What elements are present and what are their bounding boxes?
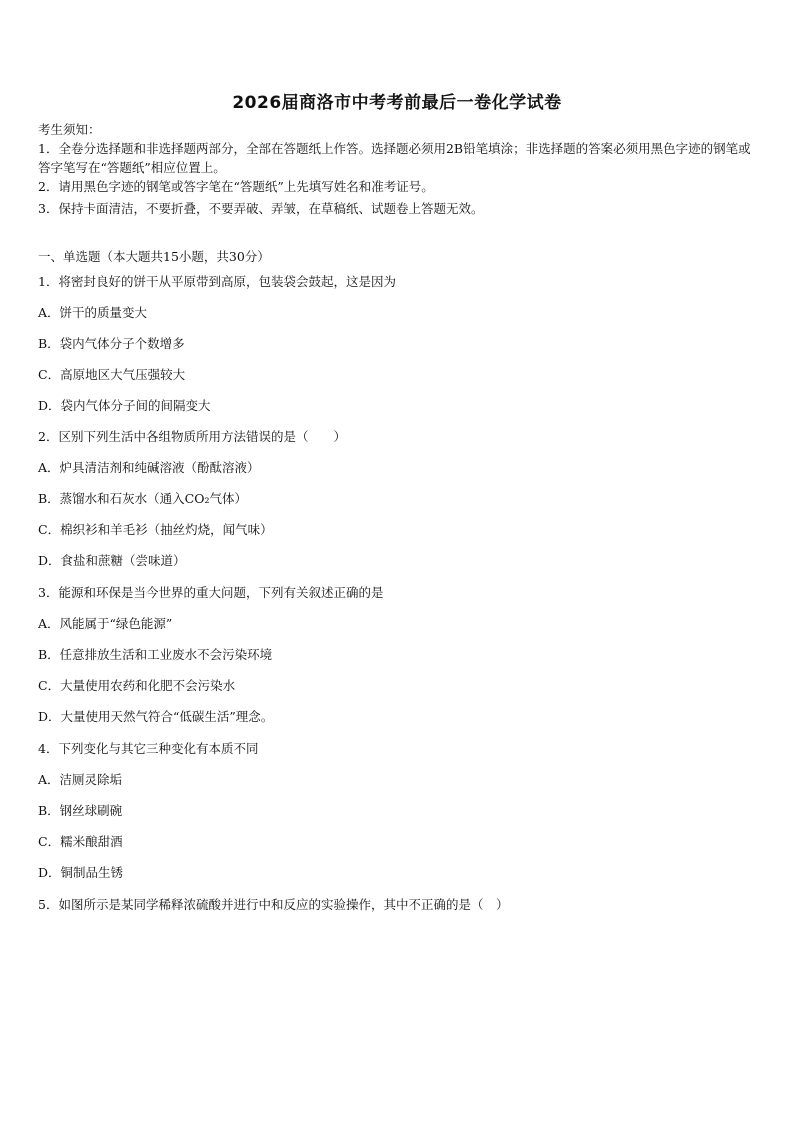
question-5-stem: 5．如图所示是某同学稀释浓硫酸并进行中和反应的实验操作，其中不正确的是（ ） (38, 897, 509, 912)
question-4-option-a: A．洁厕灵除垢 (38, 772, 123, 787)
notice-heading: 考生须知： (38, 122, 101, 137)
question-2-option-c: C．棉织衫和羊毛衫（抽丝灼烧，闻气味） (38, 522, 273, 537)
page-title: 2026届商洛市中考考前最后一卷化学试卷 (232, 93, 562, 113)
question-2-option-a: A．炉具清洁剂和纯碱溶液（酚酞溶液） (38, 460, 260, 475)
question-3-option-a: A．风能属于“绿色能源” (38, 616, 173, 631)
question-4-option-d: D．铜制品生锈 (38, 865, 124, 880)
question-2-stem: 2．区别下列生活中各组物质所用方法错误的是（ ） (38, 429, 346, 444)
question-3-option-c: C．大量使用农药和化肥不会污染水 (38, 678, 236, 693)
notice-item-3: 3．保持卡面清洁，不要折叠，不要弄破、弄皱，在草稿纸、试题卷上答题无效。 (38, 201, 484, 216)
question-4-option-c: C．糯米酿甜酒 (38, 834, 123, 849)
question-1-stem: 1．将密封良好的饼干从平原带到高原，包装袋会鼓起，这是因为 (38, 274, 396, 289)
question-3-option-b: B．任意排放生活和工业废水不会污染环境 (38, 647, 273, 662)
question-1-option-b: B．袋内气体分子个数增多 (38, 336, 185, 351)
question-2-option-d: D．食盐和蔗糖（尝味道） (38, 553, 186, 568)
section-heading: 一、单选题（本大题共15小题，共30分） (38, 249, 270, 264)
notice-item-1: 1．全卷分选择题和非选择题两部分，全部在答题纸上作答。选择题必须用2B铅笔填涂；非选择题的答案必须用黑色字迹的钢笔或答字笔写在“答题纸”相应位置上。 (38, 141, 751, 175)
question-2-option-b: B．蒸馏水和石灰水（通入CO₂气体） (38, 491, 248, 506)
question-1-option-c: C．高原地区大气压强较大 (38, 367, 186, 382)
question-1-option-d: D．袋内气体分子间的间隔变大 (38, 398, 211, 413)
question-3-option-d: D．大量使用天然气符合“低碳生活”理念。 (38, 709, 274, 724)
question-4-stem: 4．下列变化与其它三种变化有本质不同 (38, 741, 259, 756)
question-1-option-a: A．饼干的质量变大 (38, 305, 148, 320)
question-3-stem: 3．能源和环保是当今世界的重大问题，下列有关叙述正确的是 (38, 585, 384, 600)
notice-item-2: 2．请用黑色字迹的钢笔或答字笔在“答题纸”上先填写姓名和准考证号。 (38, 179, 434, 194)
question-4-option-b: B．钢丝球刷碗 (38, 803, 123, 818)
